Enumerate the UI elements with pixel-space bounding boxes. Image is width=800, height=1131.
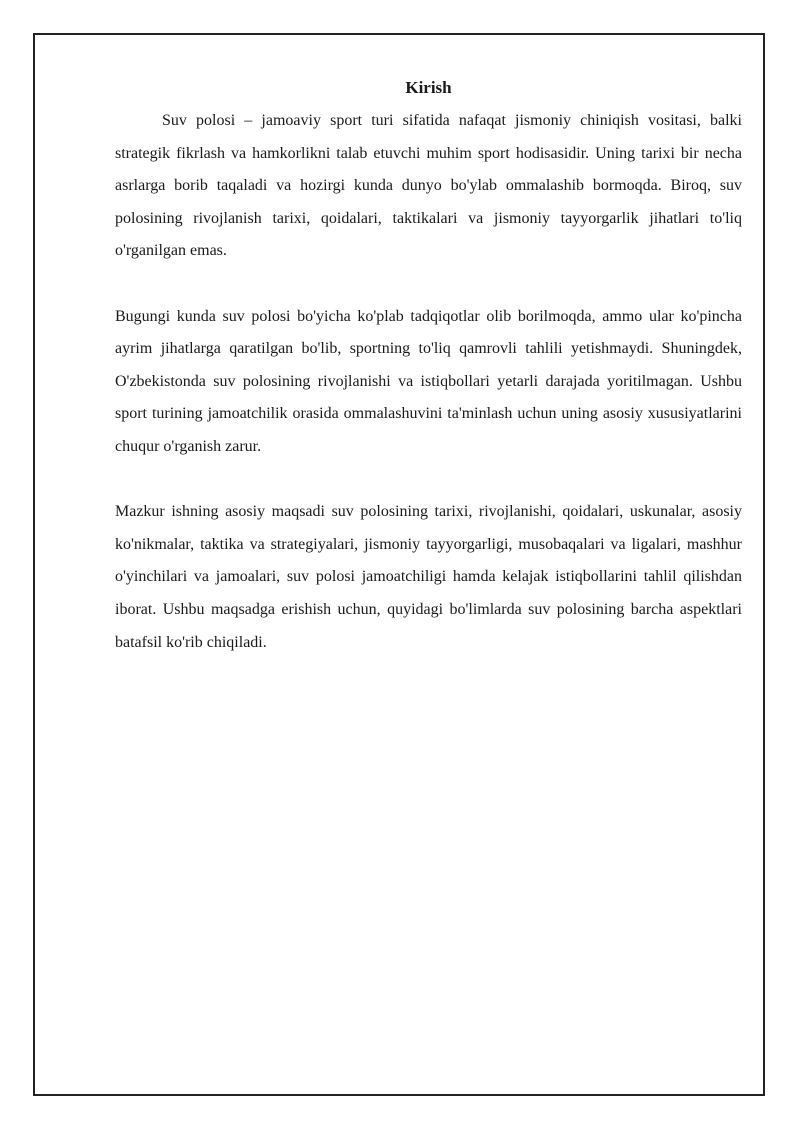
document-body <box>115 75 742 659</box>
paragraph-spacer <box>115 464 742 497</box>
document-title: Kirish <box>405 78 452 97</box>
paragraph-intro: Suv polosi – jamoaviy sport turi sifatida nafaqat jismoniy chiniqish vositasi, balki strategik fikrlash va hamkorlikni talab etuvchi muhim sport hodisasidir. Uning tarixi bir necha asrlarga borib taqaladi va hozirgi kunda dunyo bo'ylab ommalashib bormoqda. Biroq, suv polosining rivojlanish tarixi, qoidalari, taktikalari va jismoniy tayyorgarlik jihatlari to'liq o'rganilgan emas. <box>115 112 742 260</box>
paragraph-goal: Mazkur ishning asosiy maqsadi suv polosining tarixi, rivojlanishi, qoidalari, uskunalar, asosiy ko'nikmalar, taktika va strategiyalari, jismoniy tayyorgarligi, musobaqalari va ligalari, mashhur o'yinchilari va jamoalari, suv polosi jamoatchiligi hamda kelajak istiqbollarini tahlil qilishdan iborat. Ushbu maqsadga erishish uchun, quyidagi bo'limlarda suv polosining barcha aspektlari batafsil ko'rib chiqiladi. <box>115 503 742 651</box>
paragraph-research-state: Bugungi kunda suv polosi bo'yicha ko'plab tadqiqotlar olib borilmoqda, ammo ular ko'pincha ayrim jihatlarga qaratilgan bo'lib, sportning to'liq qamrovli tahlili yetishmaydi. Shuningdek, O'zbekistonda suv polosining rivojlanishi va istiqbollari yetarli darajada yoritilmagan. Ushbu sport turining jamoatchilik orasida ommalashuvini ta'minlash uchun uning asosiy xususiyatlarini chuqur o'rganish zarur. <box>115 307 742 455</box>
paragraph-spacer <box>115 268 742 301</box>
